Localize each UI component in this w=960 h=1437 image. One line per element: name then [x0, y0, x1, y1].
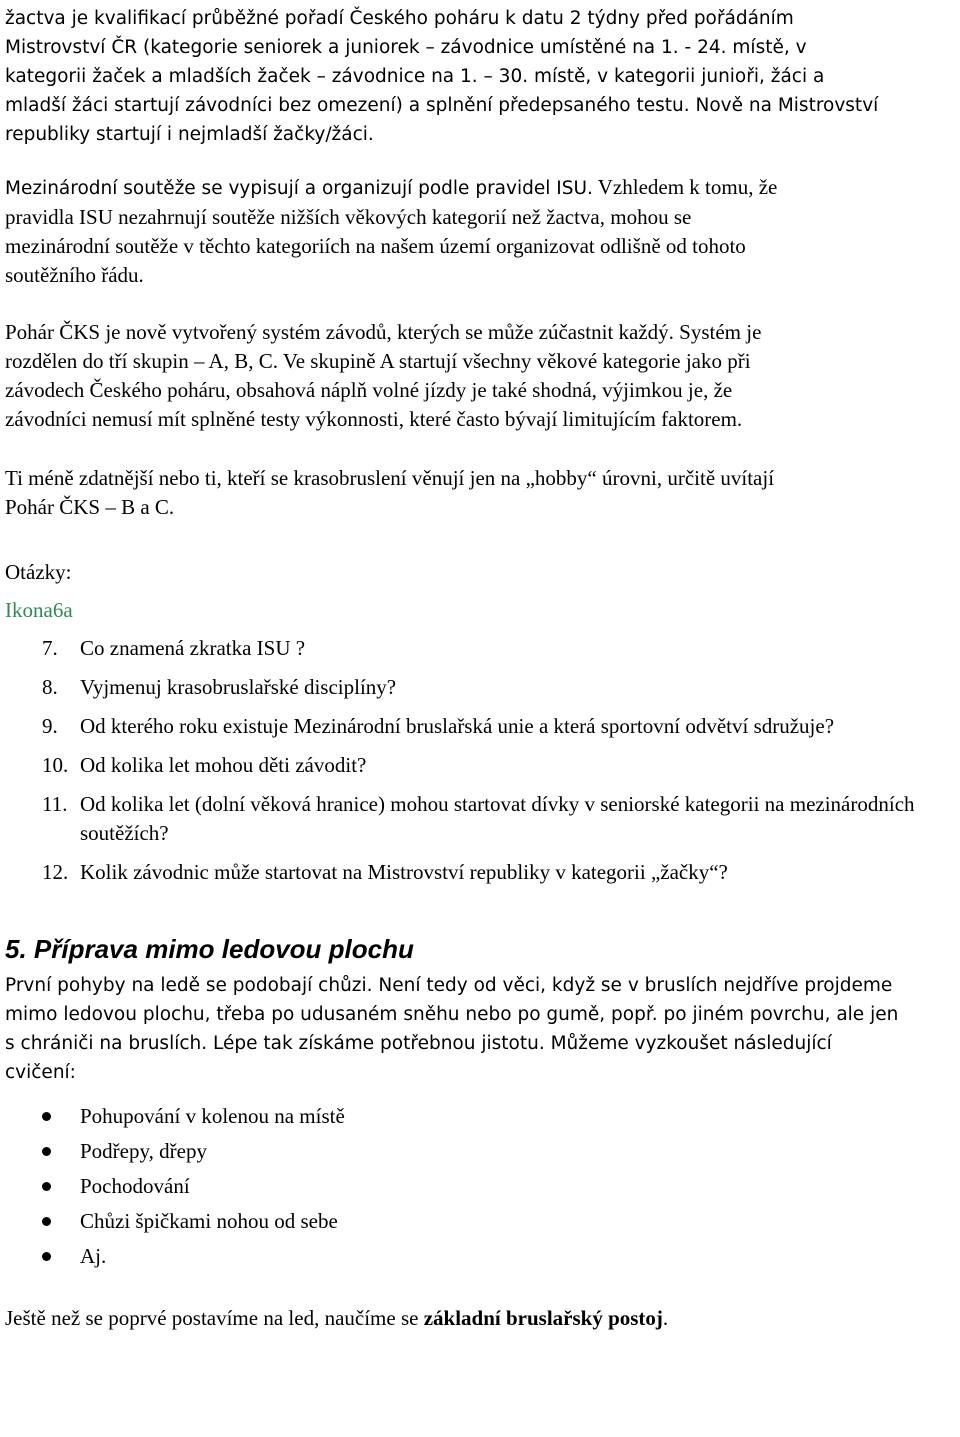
question-text: Od kolika let mohou děti závodit? [80, 753, 367, 777]
question-item [5, 712, 955, 741]
document-page [5, 4, 955, 1333]
closing-bold-text: základní bruslařský postoj [423, 1306, 663, 1330]
questions-list [5, 634, 955, 887]
text-run: Vzhledem k tomu, že [592, 175, 778, 199]
question-number: 12. [42, 860, 69, 884]
question-text: Vyjmenuj krasobruslařské disciplíny? [80, 675, 397, 699]
text-run: Mezinárodní soutěže se vypisují a organizují podle pravidel ISU. [5, 178, 593, 199]
text-line: mladší žáci startují závodníci bez omezení) a splnění předepsaného testu. Nově na Mistrovství [5, 95, 879, 116]
text-line: rozdělen do tří skupin – A, B, C. Ve skupině A startují všechny věkové kategorie jako při [5, 349, 751, 373]
question-text: Kolik závodnic může startovat na Mistrovství republiky v kategorii „žačky“? [80, 860, 728, 884]
question-item [5, 858, 955, 887]
questions-heading: Otázky: [5, 560, 72, 584]
text-line: Pohár ČKS – B a C. [5, 495, 175, 519]
text-line: pravidla ISU nezahrnují soutěže nižších věkových kategorií než žactva, mohou se [5, 205, 692, 229]
paragraph-cup [5, 318, 955, 434]
icon-placeholder-label: Ikona6a [5, 598, 73, 622]
question-number: 11. [42, 792, 68, 816]
list-item [5, 1099, 955, 1134]
paragraph-qualification [5, 4, 955, 149]
list-item [5, 1204, 955, 1239]
list-item [5, 1239, 955, 1274]
question-text: Od kolika let (dolní věková hranice) mohou startovat dívky v seniorské kategorii na mezinárodních soutěžích? [80, 792, 915, 845]
question-number: 8. [42, 675, 58, 699]
text-line [5, 173, 955, 203]
list-item-text: Pohupování v kolenou na místě [80, 1104, 345, 1128]
text-line: kategorii žaček a mladších žaček – závodnice na 1. – 30. místě, v kategorii junioři, žáci a [5, 66, 825, 87]
text-line: republiky startují i nejmladší žačky/žáci. [5, 124, 374, 145]
bullet-icon [5, 1204, 80, 1239]
closing-period: . [662, 1306, 669, 1330]
text-line: Ti méně zdatnější nebo ti, kteří se krasobruslení věnují jen na „hobby“ úrovni, určitě uvítají [5, 466, 775, 490]
paragraph-international [5, 173, 955, 290]
list-item [5, 1169, 955, 1204]
question-item [5, 634, 955, 663]
question-text: Co znamená zkratka ISU ? [80, 636, 306, 660]
section-intro: První pohyby na ledě se podobají chůzi. Není tedy od věci, když se v bruslích nejdříve projdeme mimo ledovou plochu, třeba po udusaném sněhu nebo po gumě, popř. po jiném povrchu, ale jen s chrániči na bruslích. Lépe tak získáme potřebnou jistotu. Můžeme vyzkoušet následující cvičení: [5, 975, 899, 1083]
question-number: 10. [42, 753, 69, 777]
question-item [5, 751, 955, 780]
text-line: Pohár ČKS je nově vytvořený systém závodů, kterých se může zúčastnit každý. Systém je [5, 320, 762, 344]
question-item [5, 673, 955, 702]
list-item-text: Chůzi špičkami nohou od sebe [80, 1209, 338, 1233]
text-line: závodech Českého poháru, obsahová náplň volné jízdy je také shodná, výjimkou je, že [5, 378, 733, 402]
section-heading: 5. Příprava mimo ledovou plochu [5, 934, 414, 964]
paragraph-hobby [5, 464, 955, 522]
bullet-icon [5, 1169, 80, 1204]
text-line: žactva je kvalifikací průběžné pořadí Českého poháru k datu 2 týdny před pořádáním [5, 8, 794, 29]
list-item [5, 1134, 955, 1169]
bullet-icon [5, 1134, 80, 1169]
question-number: 7. [42, 636, 58, 660]
list-item-text: Podřepy, dřepy [80, 1139, 207, 1163]
bullet-icon [5, 1239, 80, 1274]
list-item-text: Pochodování [80, 1174, 190, 1198]
text-line: závodníci nemusí mít splněné testy výkonnosti, které často bývají limitujícím faktorem. [5, 407, 743, 431]
question-text: Od kterého roku existuje Mezinárodní bruslařská unie a která sportovní odvětví sdružuje? [80, 714, 835, 738]
question-item [5, 790, 955, 848]
text-line: mezinárodní soutěže v těchto kategoriích na našem území organizovat odlišně od tohoto [5, 234, 746, 258]
text-line: soutěžního řádu. [5, 263, 144, 287]
text-line: Mistrovství ČR (kategorie seniorek a juniorek – závodnice umístěné na 1. - 24. místě, v [5, 37, 807, 58]
closing-text: Ještě než se poprvé postavíme na led, naučíme se [5, 1306, 424, 1330]
question-number: 9. [42, 714, 58, 738]
exercise-list [5, 1099, 955, 1274]
bullet-icon [5, 1099, 80, 1134]
list-item-text: Aj. [80, 1244, 107, 1268]
closing-paragraph [5, 1304, 955, 1333]
